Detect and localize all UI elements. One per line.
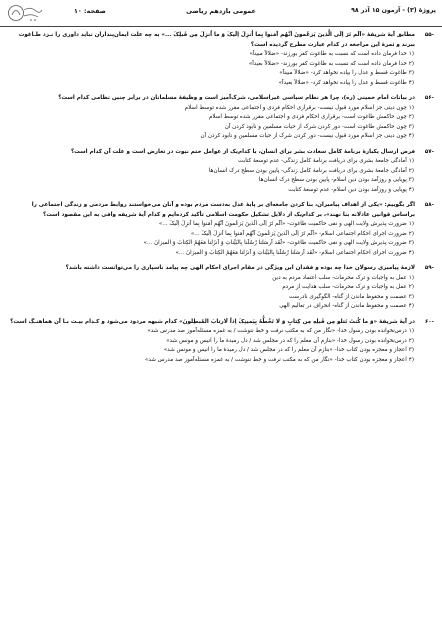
question-header [10, 318, 434, 328]
option-text: عصمت و محفوظ ماندن از گناه- الگوگیری نادرست [288, 293, 407, 300]
option-text: پویایی و روزآمد بودن دین اسلام- پایین بودن سطح درک انسان‌ها [258, 177, 407, 183]
option-text: ضرورت پذیرش ولایت الهی و نفی حاکمیت طاغوت- «اَلَم تَرَ اِلَی الَّذینَ یَزعُمونَ اَنَّهُم آمَنوا بِما اُنزِلَ اِلَیکَ ...» [158, 221, 407, 227]
answer-option[interactable] [10, 176, 414, 186]
answer-option[interactable] [10, 302, 414, 312]
question-number: -۵۹ [424, 265, 434, 271]
option-number: (۱ [408, 328, 414, 334]
question-text: در بیانات امام خمینی (ره)، چرا هر نظام سیاسی غیراسلامی، شرک‌آمیز است و وظیفهٔ مسلمانان در برابر چنین نظامی کدام است؟ [58, 95, 415, 101]
answer-option[interactable] [10, 346, 414, 356]
project-title: پروژهٔ (۳) - آزمون ۱۵ آذر ۹۸ [351, 7, 436, 14]
options-list [10, 104, 434, 142]
option-text: آمادگی جامعهٔ بشری برای دریافت برنامهٔ کامل زندگی- پایین بودن سطح درک انسان‌ها [208, 167, 407, 174]
answer-option[interactable] [10, 239, 414, 249]
option-text: آمادگی جامعهٔ بشری برای دریافت برنامهٔ کامل زندگی- عدم توسعهٔ کتابت [238, 158, 407, 164]
option-number: (۲ [408, 167, 414, 174]
question [10, 318, 434, 366]
option-text: عصمت و محفوظ ماندن از گناه- انحراف در تعالیم الهی [279, 303, 407, 309]
options-list [10, 157, 434, 195]
option-number: (۱ [408, 51, 414, 57]
answer-option[interactable] [10, 60, 414, 70]
question-text: فرض ارسال یکبارهٔ برنامهٔ کامل سعادت بشر برای انسان، با کدام‌یک از عوامل ختم نبوت در تعارض است و علت آن کدام است؟ [70, 148, 415, 155]
option-number: (۱ [408, 221, 414, 227]
answer-option[interactable] [10, 113, 414, 123]
option-text: چون حاکمش طاغوت است- دور کردن شرک از حیات مسلمین و نابود کردن آن [224, 123, 407, 130]
options-list [10, 50, 434, 88]
questions-list [10, 31, 434, 365]
options-list [10, 274, 434, 312]
question-header [10, 264, 434, 274]
option-number: (۴ [408, 249, 414, 256]
question-text: در آیهٔ شریفهٔ «وَ ما کُنتَ تَتلو مِن قَبلِهِ مِن کِتابٍ وَ لا تَخُطُّهُ بِیَمینِکَ اِذاً لَارتابَ المُبطِلونَ» کدام شبهه مردود می‌شود و کـدام بیـت بـا آن هماهنـگ است؟ [10, 318, 415, 325]
option-number: (۳ [408, 70, 414, 76]
answer-option[interactable] [10, 186, 414, 196]
options-list [10, 220, 434, 258]
answer-option[interactable] [10, 327, 414, 337]
option-text: اعجاز و معجزه بودن کتاب خدا- «نگار من که به مکتب نرفت و خط ننوشت / به غمزه مسئله‌آموز صد مدرس شد» [144, 356, 407, 363]
option-number: (۳ [408, 293, 414, 300]
option-number: (۴ [408, 79, 414, 86]
answer-option[interactable] [10, 293, 414, 303]
option-number: (۳ [408, 123, 414, 130]
option-number: (۱ [408, 274, 414, 281]
question-header [10, 94, 434, 104]
question [10, 201, 434, 258]
question-number: -۵۵ [424, 32, 434, 38]
option-number: (۲ [408, 114, 414, 120]
answer-option[interactable] [10, 220, 414, 230]
answer-option[interactable] [10, 50, 414, 60]
option-text: ضرورت پذیرش ولایت الهی و نفی حاکمیت طاغوت- «لَقَد اَرسَلنا رُسُلَنا بِالبَیِّناتِ وَ اَنزَلنا مَعَهُمُ الکِتابَ وَ المیزانَ ...» [143, 240, 407, 246]
question-number: -۵۸ [424, 202, 434, 208]
option-text: چون دینی جز اسلام مورد قبول نیست- برقراری احکام فردی و اجتماعی مقرر شده توسط اسلام [184, 104, 407, 111]
options-list [10, 327, 434, 365]
option-text: عمل به واجبات و ترک محرمات- سلب اعتماد مردم به دین [272, 274, 407, 281]
option-text: اعجاز و معجزه بودن کتاب خدا- «بنازم آن معلم را که در مجلس شد / دل رمیدهٔ ما را انیس و مونس شد» [163, 347, 407, 353]
option-number: (۴ [408, 303, 414, 309]
option-text: طاغوت قسط و عدل را پیاده نخواهد کرد- «ضلالاً بعیداً» [278, 79, 407, 86]
option-number: (۴ [408, 356, 414, 363]
page-number: صفحه: ۱۰ [74, 7, 106, 15]
option-number: (۴ [408, 133, 414, 139]
question-text: اگر بگوییم: «یکی از اهداف پیامبران، بنا کردن جامعه‌ای بر پایهٔ عدل به‌دست مردم بوده و آنان می‌خواستند روابط مردمی و زندگی اجتماعی را براساس قوانین عادلانه بنا نهند»، بر کدام‌یک از دلایل تشکیل حکومت اسلامی تأکید کرده‌ایم و کدام آیهٔ شریفه وافی به این مقصود است؟ [31, 202, 415, 218]
option-number: (۳ [408, 347, 414, 353]
option-text: عمل به واجبات و ترک محرمات- سلب هدایت از مردم [282, 284, 407, 290]
answer-option[interactable] [10, 249, 414, 259]
option-number: (۲ [408, 60, 414, 67]
option-text: طاغوت قسط و عدل را بپاده نخواهد کرد- «ضلالاً مبیناً» [279, 70, 407, 76]
question-text: مطابق آیهٔ شریفهٔ «اَلَم تَرَ اِلَی الَّذینَ یَزعُمونَ اَنَّهُم آمَنوا بِما اُنزِلَ اِلَیکَ وَ ما اُنزِلَ مِن قَبلِکَ ...» به چه علت ایمان‌پنداران نباید داوری را نـزد طـاغوت ببرند و ثمرهٔ این مراجعه در کدام عبارت مطرح گردیده است؟ [18, 32, 415, 48]
question [10, 148, 434, 196]
option-text: درس‌نخوانده بودن رسول خدا- «نگار من که به مکتب نرفت و خط ننوشت / به غمزه مسئله‌آموز صد مدرس شد» [147, 328, 407, 334]
question-header [10, 148, 434, 158]
answer-option[interactable] [10, 132, 414, 142]
question-number: -۵۶ [424, 95, 434, 101]
answer-option[interactable] [10, 79, 414, 89]
question-text: لازمهٔ پیامبری رسولان خدا چه بوده و فقدان این ویژگی در مقام اجرای احکام الهی چه پیامد ناسپاری را می‌توانست داشته باشد؟ [65, 265, 415, 271]
option-number: (۲ [408, 337, 414, 344]
answer-option[interactable] [10, 123, 414, 133]
option-text: درس‌نخوانده بودن رسول خدا- «بنازم آن معلم را که در مجلس شد / دل رمیدهٔ ما را انیس و مونس شد» [166, 337, 407, 344]
question-header [10, 201, 434, 220]
answer-option[interactable] [10, 104, 414, 114]
answer-option[interactable] [10, 230, 414, 240]
logo-icon [6, 2, 44, 24]
option-number: (۴ [408, 186, 414, 193]
question-number: -۶۰ [424, 318, 434, 325]
option-text: خدا فرمان داده است که نسبت به طاغوت کفر بورزند- «ضلالاً مبیناً» [249, 51, 407, 57]
question [10, 31, 434, 88]
page-header [0, 0, 442, 27]
answer-option[interactable] [10, 283, 414, 293]
answer-option[interactable] [10, 356, 414, 366]
option-text: چون دینی جز اسلام مورد قبول نیست- دور کردن شرک از حیات مسلمین و نابود کردن آن [200, 133, 407, 139]
option-number: (۲ [408, 230, 414, 237]
option-text: ضرورت اجرای احکام اجتماعی اسلام- «لَقَد اَرسَلنا رُسُلَنا بِالبَیِّناتِ وَ اَنزَلنا مَعَهُمُ الکِتابَ وَ المیزانَ ...» [175, 249, 407, 256]
option-text: پویایی و روزآمد بودن دین اسلام- عدم توسعهٔ کتابت [288, 186, 407, 193]
question [10, 94, 434, 142]
option-text: ضرورت اجرای احکام اجتماعی اسلام- «اَلَم تَرَ اِلَی الَّذینَ یَزعُمونَ اَنَّهُم آمَنوا بِما اُنزِلَ اِلَیکَ ...» [190, 230, 407, 237]
subject-title: عمومی یازدهم ریاضی [186, 7, 256, 15]
answer-option[interactable] [10, 157, 414, 167]
question-number: -۵۷ [424, 148, 434, 155]
option-number: (۱ [408, 158, 414, 164]
answer-option[interactable] [10, 167, 414, 177]
question [10, 264, 434, 312]
option-number: (۱ [408, 104, 414, 111]
question-header [10, 31, 434, 50]
answer-option[interactable] [10, 337, 414, 347]
option-number: (۲ [408, 284, 414, 290]
answer-option[interactable] [10, 69, 414, 79]
answer-option[interactable] [10, 274, 414, 284]
option-number: (۳ [408, 177, 414, 183]
option-text: چون حاکمش طاغوت است- برقراری احکام فردی و اجتماعی مقرر شده توسط اسلام [208, 114, 407, 120]
option-text: خدا فرمان داده است که نسبت به طاغوت کفر بورزند- «ضلالاً بعیداً» [248, 60, 407, 67]
option-number: (۳ [408, 240, 414, 246]
